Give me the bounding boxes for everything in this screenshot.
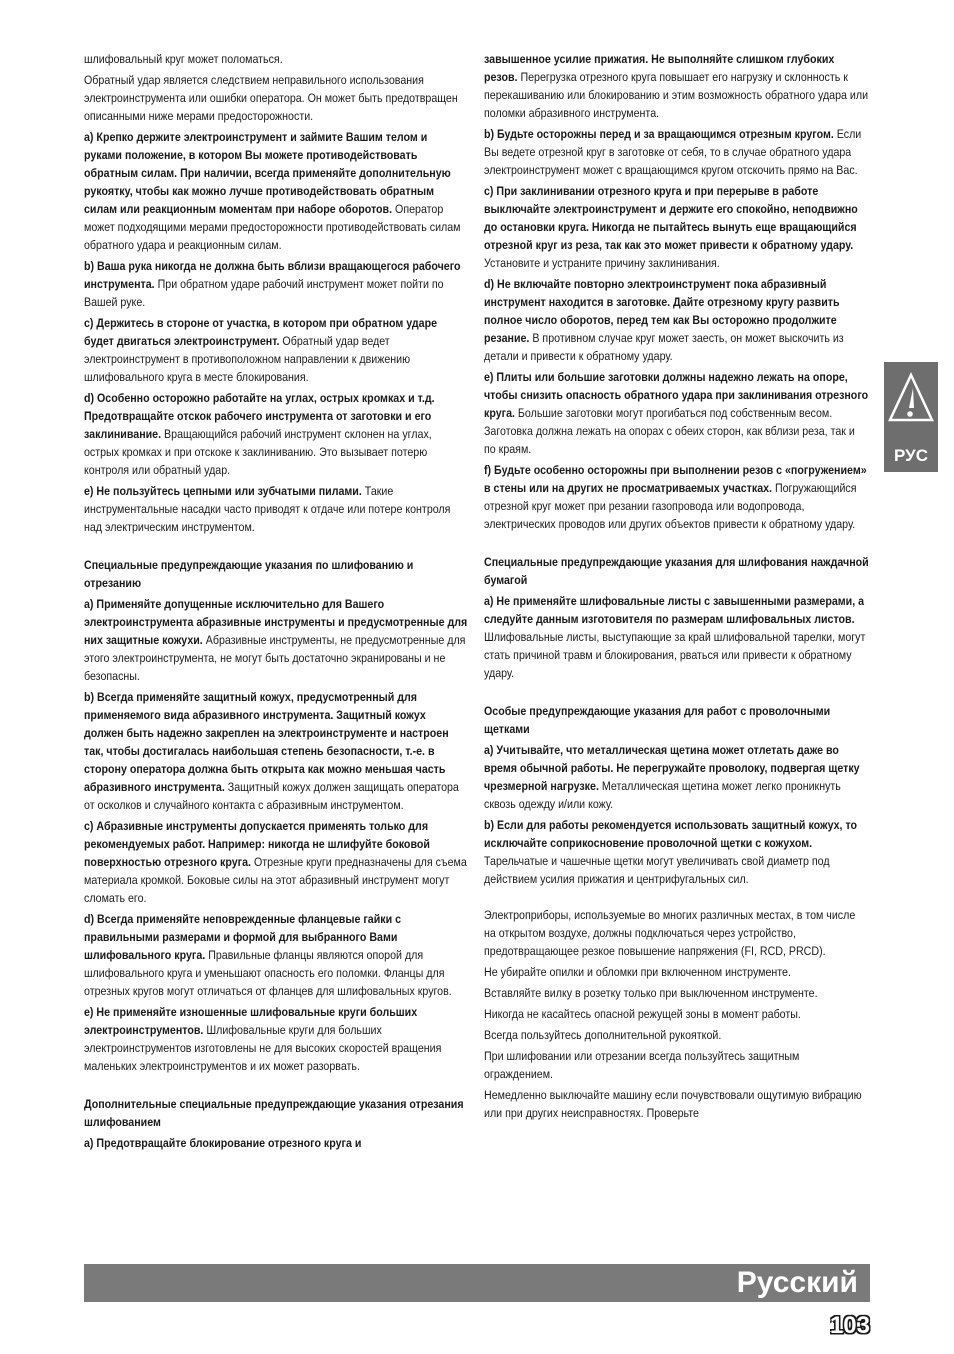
instruction-bold: c) При заклинивании отрезного круга и при перерыве в работе выключайте электроинструмент и держите его спокойно, неподвижно до остановки круга. Никогда не пытайтесь вынуть еще вращающийся отрезной круг из реза, так как это может привести к обратному удару. xyxy=(484,184,858,252)
instruction-a xyxy=(84,128,468,254)
warning-exclamation-icon xyxy=(888,372,934,424)
instruction-text: Если Вы ведете отрезной круг в заготовке от себя, то в случае обратного удара электроинструмент может с вращающимся кругом отскочить прямо на Вас. xyxy=(484,127,862,177)
instruction-bold: d) Не включайте повторно электроинструмент пока абразивный инструмент находится в заготовке. Дайте отрезному кругу развить полное число оборотов, перед тем как Вы осторожно продолжите резание. xyxy=(484,277,840,345)
cutting-instruction-c xyxy=(484,182,869,272)
instruction-bold: a) Не применяйте шлифовальные листы с завышенными размерами, а следуйте данным изготовителя по размерам шлифовальных листов. xyxy=(484,594,865,626)
instruction-text: Тарельчатые и чашечные щетки могут увеличивать свой диаметр под действием усилия прижатия и центрифугальных сил. xyxy=(484,854,830,886)
general-note: Вставляйте вилку в розетку только при выключенном инструменте. xyxy=(484,986,818,1000)
paragraph: Обратный удар является следствием неправильного использования электроинструмента или ошибки оператора. Он может быть предотвращен описанными ниже мерами предосторожности. xyxy=(84,73,458,123)
grinding-instruction-a xyxy=(84,595,468,685)
grinding-instruction-d xyxy=(84,910,468,1000)
left-column xyxy=(84,50,468,1155)
instruction-bold: e) Не применяйте изношенные шлифовальные круги больших электроинструментов. xyxy=(84,1005,418,1037)
instruction-bold: d) Особенно осторожно работайте на углах, острых кромках и т.д. Предотвращайте отскок рабочего инструмента от заготовки и его заклинивание. xyxy=(84,391,435,441)
grinding-instruction-b xyxy=(84,688,468,814)
instruction-text: Погружающийся отрезной круг может при резании газопровода или водопровода, электрических проводов или других объектов привести к обратному удару. xyxy=(484,481,857,531)
instruction-c xyxy=(84,314,468,386)
cutting-instruction-d xyxy=(484,275,869,365)
instruction-bold: b) Если для работы рекомендуется использовать защитный кожух, то исключайте соприкосновение проволочной щетки с кожухом. xyxy=(484,818,858,850)
instruction-e xyxy=(84,482,468,536)
general-note: Электроприборы, используемые во многих различных местах, в том числе на открытом воздухе, должны подключаться через устройство, предотвращающее резкое повышение напряжения (FI, RCD, PRCD). xyxy=(484,908,856,958)
instruction-bold: c) Держитесь в стороне от участка, в котором при обратном ударе будет двигаться электроинструмент. xyxy=(84,316,438,348)
instruction-text: Оператор может подходящими мерами предосторожности противодействовать силам обратного удара и реакционным силам. xyxy=(84,202,461,252)
instruction-bold: b) Будьте осторожны перед и за вращающимся отрезным кругом. xyxy=(484,127,834,141)
instruction-text: Установите и устраните причину заклинивания. xyxy=(484,256,720,270)
general-note: Всегда пользуйтесь дополнительной рукояткой. xyxy=(484,1028,722,1042)
cutting-instruction-b xyxy=(484,125,869,179)
page-number: 103 xyxy=(829,1312,870,1339)
sanding-instruction-a xyxy=(484,592,869,682)
instruction-bold: a) Применяйте допущенные исключительно для Вашего электроинструмента абразивные инструменты и предусмотренные для них защитные кожухи. xyxy=(84,597,468,647)
instruction-bold: d) Всегда применяйте неповрежденные фланцевые гайки с правильными размерами и формой для выбранного Вами шлифовального круга. xyxy=(84,912,402,962)
instruction-d xyxy=(84,389,468,479)
cutting-instruction-a xyxy=(84,1134,468,1152)
instruction-bold: b) Всегда применяйте защитный кожух, предусмотренный для применяемого вида абразивного инструмента. Защитный кожух должен быть надежно закреплен на электроинструменте и настроен так, чтобы достигалась наибольшая степень безопасности, т.-е. в сторону оператора должна быть открыта как можно меньшая часть абразивного инструмента. xyxy=(84,690,449,794)
cutting-instruction-a-cont xyxy=(484,50,869,122)
instruction-text: Большие заготовки могут прогибаться под собственным весом. Заготовка должна лежать на опорах с обеих сторон, как вблизи реза, так и по краям. xyxy=(484,406,855,456)
general-note: При шлифовании или отрезании всегда пользуйтесь защитным ограждением. xyxy=(484,1049,800,1081)
language-title: Русский xyxy=(736,1266,858,1299)
footer-bar xyxy=(84,1264,870,1302)
section-heading-grinding: Специальные предупреждающие указания по шлифованию и отрезанию xyxy=(84,558,414,590)
instruction-text: Перегрузка отрезного круга повышает его нагрузку и склонность к перекашиванию или блокированию и этим возможность обратного удара или поломки абразивного инструмента. xyxy=(484,70,869,120)
instruction-bold: завышенное усилие прижатия. Не выполняйте слишком глубоких резов. xyxy=(484,52,835,84)
instruction-bold: a) Предотвращайте блокирование отрезного круга и xyxy=(84,1136,362,1150)
general-note: Никогда не касайтесь опасной режущей зоны в момент работы. xyxy=(484,1007,801,1021)
instruction-bold: b) Ваша рука никогда не должна быть вблизи вращающегося рабочего инструмента. xyxy=(84,259,461,291)
section-heading-cutting: Дополнительные специальные предупреждающие указания отрезания шлифованием xyxy=(84,1097,464,1129)
grinding-instruction-c xyxy=(84,817,468,907)
section-heading-brushes: Особые предупреждающие указания для работ с проволочными щетками xyxy=(484,704,831,736)
language-side-tab xyxy=(884,362,938,472)
instruction-text: Правильные фланцы являются опорой для шлифовального круга и уменьшают опасность его поломки. Фланцы для отрезных кругов могут отличаться от фланцев для шлифовальных кругов. xyxy=(84,948,452,998)
grinding-instruction-e xyxy=(84,1003,468,1075)
instruction-text: Защитный кожух должен защищать оператора от осколков и случайного контакта с абразивным инструментом. xyxy=(84,780,459,812)
right-column xyxy=(484,50,869,1125)
brush-instruction-b xyxy=(484,816,869,888)
instruction-b xyxy=(84,257,468,311)
instruction-bold: c) Абразивные инструменты допускается применять только для рекомендуемых работ. Например: никогда не шлифуйте боковой поверхностью отрезного круга. xyxy=(84,819,430,869)
instruction-text: Обратный удар ведет электроинструмент в противоположном направлении к движению шлифовального круга в месте блокирования. xyxy=(84,334,411,384)
instruction-bold: a) Крепко держите электроинструмент и займите Вашим телом и руками положение, в котором Вы можете противодействовать обратным силам. При наличии, всегда применяйте дополнительную рукоятку, чтобы как можно лучше противодействовать обратным силам или реакционным моментам при наборе оборотов. xyxy=(84,130,451,216)
cutting-instruction-f xyxy=(484,461,869,533)
cutting-instruction-e xyxy=(484,368,869,458)
instruction-bold: f) Будьте особенно осторожны при выполнении резов с «погружением» в стены или на других не просматриваемых участках. xyxy=(484,463,867,495)
instruction-bold: e) Не пользуйтесь цепными или зубчатыми пилами. xyxy=(84,484,362,498)
instruction-text: Такие инструментальные насадки часто приводят к отдаче или потере контроля над электрическим инструментом. xyxy=(84,484,451,534)
general-note: Немедленно выключайте машину если почувствовали ощутимую вибрацию или при других неисправностях. Проверьте xyxy=(484,1088,862,1120)
instruction-bold: a) Учитывайте, что металлическая щетина может отлетать даже во время обычной работы. Не перегружайте проволоку, подвергая щетку чрезмерной нагрузке. xyxy=(484,743,860,793)
instruction-text: Абразивные инструменты, не предусмотренные для этого электроинструмента, не могут быть достаточно экранированы и не безопасны. xyxy=(84,633,466,683)
instruction-text: При обратном ударе рабочий инструмент может пойти по Вашей руке. xyxy=(84,277,444,309)
instruction-bold: e) Плиты или большие заготовки должны надежно лежать на опоре, чтобы снизить опасность обратного удара при заклинивания отрезного круга. xyxy=(484,370,869,420)
instruction-text: Шлифовальные листы, выступающие за край шлифовальной тарелки, могут стать причиной травм и блокирования, рваться или привести к обратному удару. xyxy=(484,630,866,680)
general-note: Не убирайте опилки и обломки при включенном инструменте. xyxy=(484,965,791,979)
instruction-text: Вращающийся рабочий инструмент склонен на углах, острых кромках и при отскоке к заклиниванию. Это вызывает потерю контроля или обратный удар. xyxy=(84,427,432,477)
brush-instruction-a xyxy=(484,741,869,813)
instruction-text: В противном случае круг может заесть, он может выскочить из детали и привести к обратному удару. xyxy=(484,331,844,363)
language-code: РУС xyxy=(894,446,928,465)
section-heading-sanding: Специальные предупреждающие указания для шлифования наждачной бумагой xyxy=(484,555,869,587)
instruction-text: Металлическая щетина может легко проникнуть сквозь одежду и/или кожу. xyxy=(484,779,841,811)
instruction-text: Отрезные круги предназначены для съема материала кромкой. Боковые силы на этот абразивный инструмент могут сломать его. xyxy=(84,855,467,905)
instruction-text: Шлифовальные круги для больших электроинструментов изготовлены не для высоких скоростей вращения маленьких электроинструментов и их может разорвать. xyxy=(84,1023,442,1073)
paragraph: шлифовальный круг может поломаться. xyxy=(84,52,283,66)
